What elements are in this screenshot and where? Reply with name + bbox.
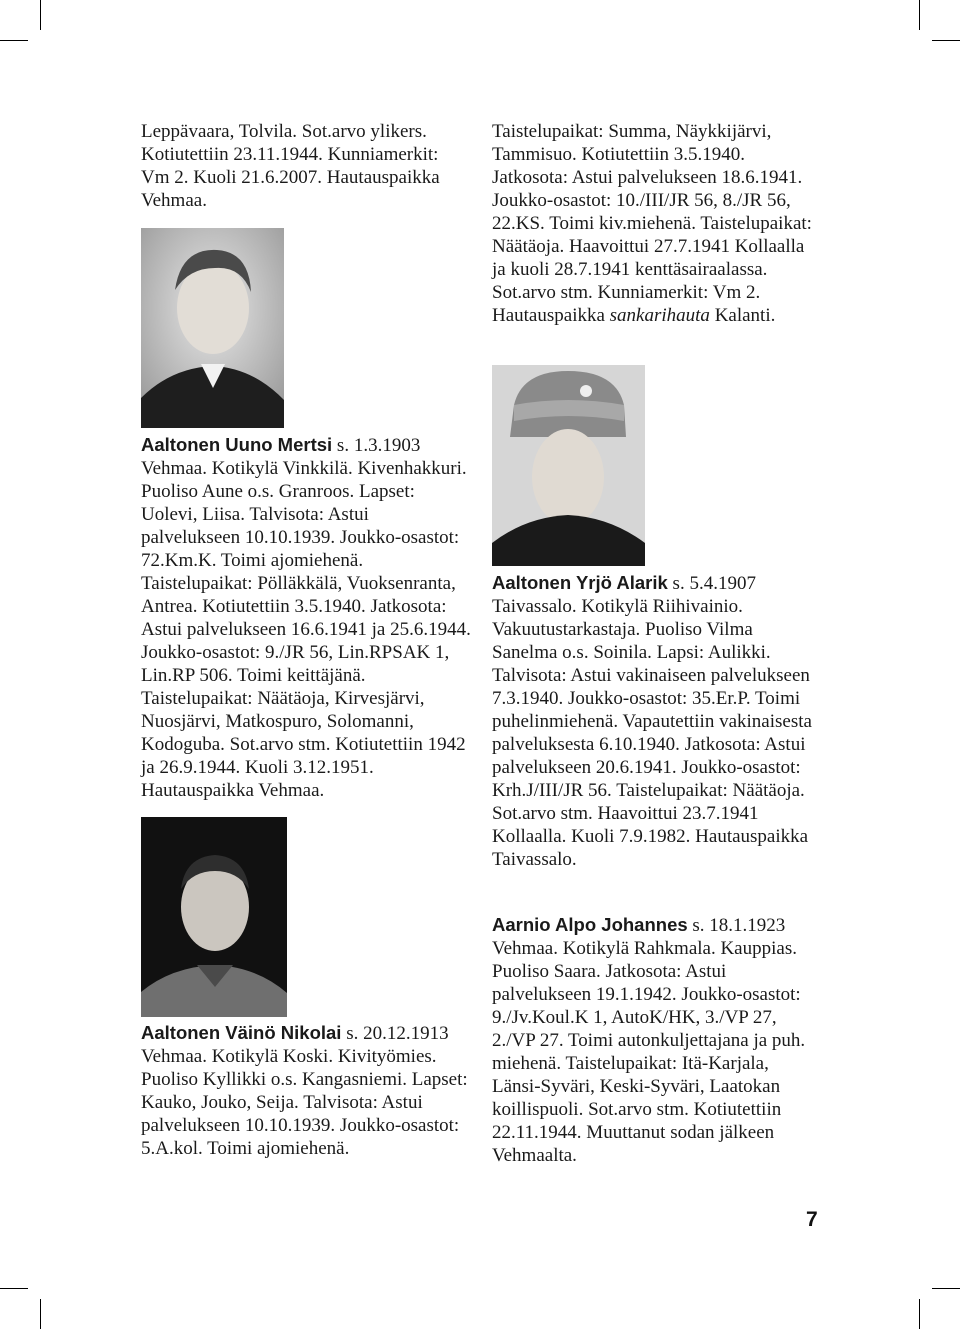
crop-mark-bottom-right bbox=[919, 1299, 920, 1329]
entry-vaino-text: s. 20.12.1913 Vehmaa. Kotikylä Koski. Kivityömies. Puoliso Kyllikki o.s. Kangasniemi. Lapset: Kauko, Jouko, Seija. Talvisota: Astui palvelukseen 10.10.1939. Joukko-osastot: 5.A.kol. Toimi ajomiehenä. bbox=[141, 1023, 468, 1159]
left-column-intro bbox=[141, 120, 471, 212]
left-column-uuno bbox=[141, 433, 471, 802]
entry-yrjo-text: s. 5.4.1907 Taivassalo. Kotikylä Riihivainio. Vakuutustarkastaja. Puoliso Vilma Sanelma o.s. Soinila. Lapsi: Aulikki. Talvisota: Astui vakinaiseen palvelukseen 7.3.1940. Joukko-osastot: 35.Er.P. Toimi puhelinmiehenä. Vapautettiin vakinaisesta palveluksesta 6.10.1940. Jatkosota: Astui palvelukseen 20.6.1941. Joukko-osastot: Krh.J/III/JR 56. Taistelupaikat: Näätäoja. Sot.arvo stm. Haavoittui 23.7.1941 Kollaalla. Kuoli 7.9.1982. Hautauspaikka Taivassalo. bbox=[492, 573, 812, 870]
entry-uuno-text: s. 1.3.1903 Vehmaa. Kotikylä Vinkkilä. Kivenhakkuri. Puoliso Aune o.s. Granroos. Lapset: Uolevi, Liisa. Talvisota: Astui palvelukseen 10.10.1939. Joukko-osastot: 72.Km.K. Toimi ajomiehenä. Taistelupaikat: Pölläkkälä, Vuoksenranta, Antrea. Kotiutettiin 3.5.1940. Jatkosota: Astui palvelukseen 16.6.1941 ja 25.6.1944. Joukko-osastot: 9./JR 56, Lin.RPSAK 1, Lin.RP 506. Toimi keittäjänä. Taistelupaikat: Näätäoja, Kirvesjärvi, Nuosjärvi, Matkospuro, Solomanni, Kodoguba. Sot.arvo stm. Kotiutettiin 1942 ja 26.9.1944. Kuoli 3.12.1951. Hautauspaikka Vehmaa. bbox=[141, 435, 471, 801]
portrait-uuno-graphic bbox=[141, 228, 284, 428]
left-column-vaino bbox=[141, 1021, 471, 1160]
portrait-vaino-graphic bbox=[141, 817, 287, 1017]
portrait-photo-vaino bbox=[141, 817, 287, 1017]
entry-continued-end: Kalanti. bbox=[709, 305, 776, 326]
entry-continued-text: Taistelupaikat: Summa, Näykkijärvi, Tammisuo. Kotiutettiin 3.5.1940. Jatkosota: Astui palvelukseen 18.6.1941. Joukko-osastot: 10./III/JR 56, 8./JR 56, 22.KS. Toimi kiv.miehenä. Taistelupaikat: Näätäoja. Haavoittui 27.7.1941 Kollaalla ja kuoli 28.7.1941 kenttäsairaalassa. Sot.arvo stm. Kunniamerkit: Vm 2. Hautauspaikka bbox=[492, 121, 812, 326]
crop-mark-bottom-right-h bbox=[932, 1288, 960, 1289]
right-column-alpo bbox=[492, 913, 822, 1167]
entry-alpo-text: s. 18.1.1923 Vehmaa. Kotikylä Rahkmala. Kauppias. Puoliso Saara. Jatkosota: Astui palvelukseen 19.1.1942. Joukko-osastot: 9./Jv.Koul.K 1, AutoK/HK, 3./VP 27, 2./VP 27. Toimi autonkuljettajana ja puh. miehenä. Taistelupaikat: Itä-Karjala, Länsi-Syväri, Keski-Syväri, Laatokan koillispuoli. Sot.arvo stm. Kotiutettiin 22.11.1944. Muuttanut sodan jälkeen Vehmaalta. bbox=[492, 915, 806, 1166]
portrait-photo-yrjo bbox=[492, 365, 645, 566]
entry-continued-italic: sankarihauta bbox=[609, 305, 710, 326]
crop-mark-top-right-h bbox=[932, 40, 960, 41]
entry-yrjo-name: Aaltonen Yrjö Alarik bbox=[492, 572, 668, 593]
portrait-yrjo-graphic bbox=[492, 365, 645, 566]
entry-continued bbox=[492, 120, 822, 327]
entry-alpo-name: Aarnio Alpo Johannes bbox=[492, 914, 688, 935]
intro-paragraph: Leppävaara, Tolvila. Sot.arvo ylikers. Kotiutettiin 23.11.1944. Kunniamerkit: Vm 2. Kuoli 21.6.2007. Hautauspaikka Vehmaa. bbox=[141, 121, 440, 211]
crop-mark-top-left bbox=[40, 0, 41, 30]
entry-yrjo bbox=[492, 571, 822, 871]
entry-vaino bbox=[141, 1021, 471, 1160]
right-column-yrjo bbox=[492, 571, 822, 871]
crop-mark-top-left-h bbox=[0, 40, 28, 41]
entry-vaino-name: Aaltonen Väinö Nikolai bbox=[141, 1022, 342, 1043]
entry-alpo bbox=[492, 913, 822, 1167]
crop-mark-bottom-left-h bbox=[0, 1288, 28, 1289]
crop-mark-bottom-left bbox=[40, 1299, 41, 1329]
page-number: 7 bbox=[806, 1208, 818, 1231]
right-column-top bbox=[492, 120, 822, 327]
entry-uuno-name: Aaltonen Uuno Mertsi bbox=[141, 434, 333, 455]
entry-uuno bbox=[141, 433, 471, 802]
portrait-photo-uuno bbox=[141, 228, 284, 428]
crop-mark-top-right bbox=[919, 0, 920, 30]
